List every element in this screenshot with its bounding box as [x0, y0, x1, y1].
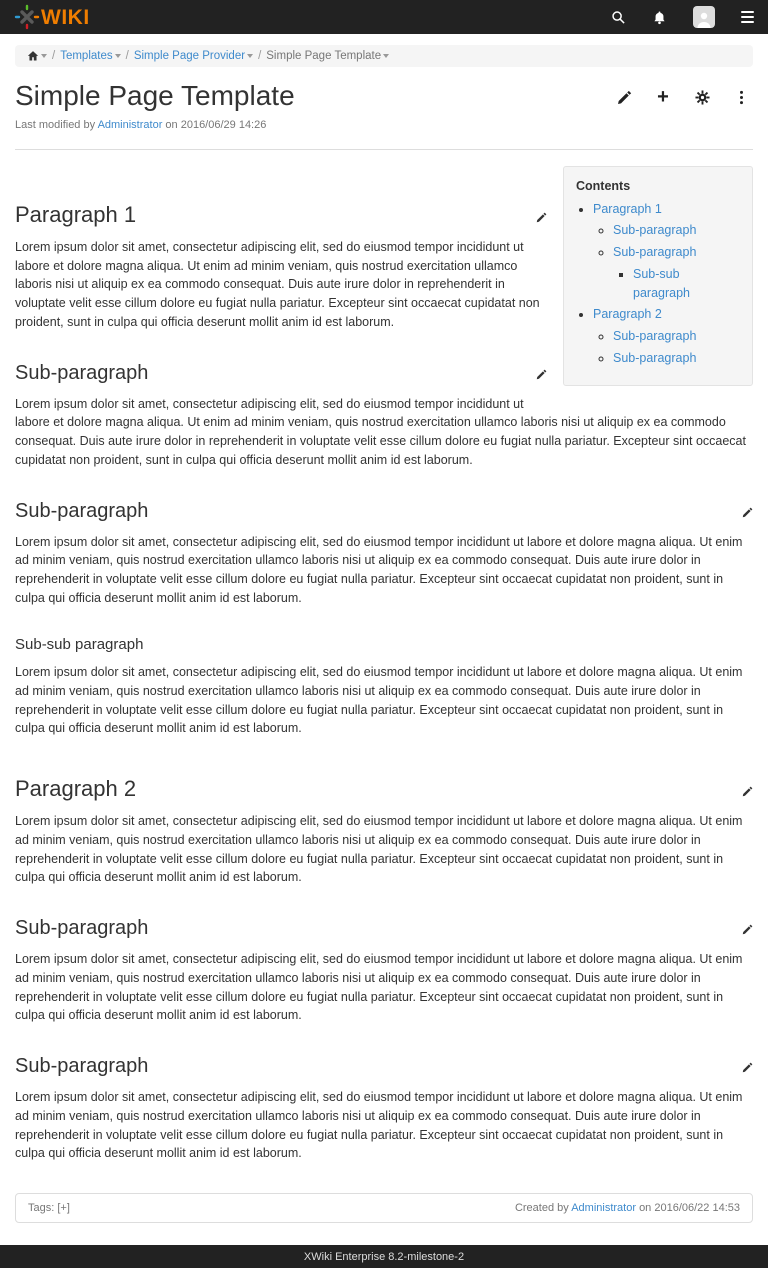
chevron-down-icon [115, 54, 121, 58]
section-heading: Sub-paragraph [15, 361, 149, 384]
section-heading: Paragraph 1 [15, 201, 137, 227]
section-body-text: Lorem ipsum dolor sit amet, consectetur adipiscing elit, sed do eiusmod tempor incididunt ut labore et dolore magna aliqua. Ut enim ad minim veniam, quis nostrud exercitation ullamco laboris nisi ut aliquip ex ea commodo consequat. Duis aute irure dolor in reprehenderit in voluptate velit esse cillum dolore eu fugiat nulla pariatur. Excepteur sint occaecat cupidatat non proident, sunt in culpa qui officia deserunt mollit anim id est laborum. [15, 952, 743, 1023]
section-body-text: Lorem ipsum dolor sit amet, consectetur adipiscing elit, sed do eiusmod tempor incididunt ut labore et dolore magna aliqua. Ut enim ad minim veniam, quis nostrud exercitation ullamco laboris nisi ut aliquip ex ea commodo consequat. Duis aute irure dolor in reprehenderit in voluptate velit esse cillum dolore eu fugiat nulla pariatur. Excepteur sint occaecat cupidatat non proident, sunt in culpa qui officia deserunt mollit anim id est laborum. [15, 396, 746, 467]
edit-pencil-icon[interactable] [616, 89, 632, 105]
toc-link[interactable]: Paragraph 1 [593, 201, 662, 216]
breadcrumb-item-templates[interactable] [60, 50, 120, 62]
document-content [0, 150, 768, 1163]
bell-icon[interactable] [652, 10, 667, 25]
breadcrumb-link[interactable]: Simple Page Provider [133, 50, 246, 62]
toc-item [613, 243, 740, 302]
section-body-text: Lorem ipsum dolor sit amet, consectetur adipiscing elit, sed do eiusmod tempor incididunt ut labore et dolore magna aliqua. Ut enim ad minim veniam, quis nostrud exercitation ullamco laboris nisi ut aliquip ex ea commodo consequat. Duis aute irure dolor in reprehenderit in voluptate velit esse cillum dolore eu fugiat nulla pariatur. Excepteur sint occaecat cupidatat non proident, sunt in culpa qui officia deserunt mollit anim id est laborum. [15, 814, 743, 885]
section-heading: Sub-paragraph [15, 499, 149, 522]
chevron-down-icon [41, 54, 47, 58]
created-suffix: on 2016/06/22 14:53 [639, 1202, 740, 1215]
breadcrumb-separator: / [258, 50, 262, 62]
breadcrumb-separator: / [125, 50, 129, 62]
search-icon[interactable] [611, 10, 626, 25]
section-sub-paragraph-3 [15, 913, 753, 1025]
last-modified-line [15, 119, 753, 131]
breadcrumb [15, 45, 753, 67]
version-text: XWiki Enterprise 8.2-milestone-2 [303, 1250, 465, 1263]
top-navbar [0, 0, 768, 34]
last-modified-prefix: Last modified by [15, 118, 96, 131]
toc-item [593, 305, 740, 367]
toc-item [613, 349, 740, 368]
section-edit-pencil-icon[interactable] [528, 199, 547, 232]
section-body-text: Lorem ipsum dolor sit amet, consectetur adipiscing elit, sed do eiusmod tempor incididunt ut labore et dolore magna aliqua. Ut enim ad minim veniam, quis nostrud exercitation ullamco laboris nisi ut aliquip ex ea commodo consequat. Duis aute irure dolor in reprehenderit in voluptate velit esse cillum dolore eu fugiat nulla pariatur. Excepteur sint occaecat cupidatat non proident, sunt in culpa qui officia deserunt mollit anim id est laborum. [15, 534, 743, 605]
section-heading: Sub-paragraph [15, 1055, 149, 1078]
section-body-text: Lorem ipsum dolor sit amet, consectetur adipiscing elit, sed do eiusmod tempor incididunt ut labore et dolore magna aliqua. Ut enim ad minim veniam, quis nostrud exercitation ullamco laboris nisi ut aliquip ex ea commodo consequat. Duis aute irure dolor in reprehenderit in voluptate velit esse cillum dolore eu fugiat nulla pariatur. Excepteur sint occaecat cupidatat non proident, sunt in culpa qui officia deserunt mollit anim id est laborum. [15, 1090, 743, 1161]
toc-item [613, 221, 740, 240]
home-icon[interactable] [27, 50, 47, 62]
section-sub-paragraph-2 [15, 496, 753, 608]
breadcrumb-item-simple-page-provider[interactable] [134, 50, 253, 62]
page-header [0, 67, 768, 131]
page-title: Simple Page Template [15, 80, 295, 111]
last-modified-suffix: on 2016/06/29 14:26 [165, 118, 267, 131]
toc-link[interactable]: Paragraph 2 [593, 307, 662, 322]
more-options-icon[interactable] [733, 89, 749, 105]
toc-link[interactable]: Sub-sub paragraph [633, 266, 690, 300]
page-actions [616, 81, 753, 108]
last-modified-user-link[interactable]: Administrator [97, 118, 163, 131]
section-edit-pencil-icon[interactable] [734, 914, 753, 944]
created-prefix: Created by [514, 1202, 569, 1215]
version-bar [0, 1245, 768, 1268]
section-edit-pencil-icon[interactable] [734, 773, 753, 806]
section-heading: Sub-sub paragraph [15, 635, 144, 653]
xwiki-x-icon [14, 4, 40, 30]
avatar[interactable] [693, 6, 715, 28]
document-footer [15, 1193, 753, 1223]
add-tag-button[interactable]: [+] [57, 1202, 70, 1215]
toc-item [613, 327, 740, 346]
section-paragraph-2 [15, 772, 753, 887]
toc-link[interactable]: Sub-paragraph [613, 245, 697, 260]
section-sub-sub-paragraph [15, 634, 753, 739]
tags-label: Tags: [28, 1202, 55, 1215]
chevron-down-icon [383, 54, 389, 58]
hamburger-menu-icon[interactable] [741, 11, 754, 23]
xwiki-logo[interactable] [14, 4, 90, 30]
section-heading: Paragraph 2 [15, 776, 137, 802]
add-page-icon[interactable]: + [657, 86, 669, 108]
toc-link[interactable]: Sub-paragraph [613, 329, 697, 344]
section-body-text: Lorem ipsum dolor sit amet, consectetur adipiscing elit, sed do eiusmod tempor incididunt ut labore et dolore magna aliqua. Ut enim ad minim veniam, quis nostrud exercitation ullamco laboris nisi ut aliquip ex ea commodo consequat. Duis aute irure dolor in reprehenderit in voluptate velit esse cillum dolore eu fugiat nulla pariatur. Excepteur sint occaecat cupidatat non proident, sunt in culpa qui officia deserunt mollit anim id est laborum. [15, 665, 743, 736]
toc-link[interactable]: Sub-paragraph [613, 350, 697, 365]
table-of-contents [563, 166, 753, 386]
section-body-text: Lorem ipsum dolor sit amet, consectetur adipiscing elit, sed do eiusmod tempor incididunt ut labore et dolore magna aliqua. Ut enim ad minim veniam, quis nostrud exercitation ullamco laboris nisi ut aliquip ex ea commodo consequat. Duis aute irure dolor in reprehenderit in voluptate velit esse cillum dolore eu fugiat nulla pariatur. Excepteur sint occaecat cupidatat non proident, sunt in culpa qui officia deserunt mollit anim id est laborum. [15, 239, 540, 329]
tags-area [28, 1202, 70, 1214]
toc-title: Contents [576, 178, 631, 193]
gear-icon[interactable] [694, 89, 710, 105]
breadcrumb-separator: / [52, 50, 56, 62]
toc-link[interactable]: Sub-paragraph [613, 223, 697, 238]
section-edit-pencil-icon[interactable] [528, 359, 547, 389]
section-heading: Sub-paragraph [15, 917, 149, 940]
section-edit-pencil-icon[interactable] [734, 497, 753, 527]
toc-item [633, 265, 740, 303]
chevron-down-icon [247, 54, 253, 58]
breadcrumb-current-label: Simple Page Template [266, 50, 382, 62]
breadcrumb-item-current[interactable] [266, 50, 389, 62]
logo-wordmark: WIKI [41, 5, 90, 29]
section-sub-paragraph-4 [15, 1051, 753, 1163]
created-by-line [515, 1202, 740, 1214]
created-user-link[interactable]: Administrator [571, 1202, 636, 1215]
section-edit-pencil-icon[interactable] [734, 1052, 753, 1082]
breadcrumb-link[interactable]: Templates [60, 50, 113, 62]
toc-item [593, 200, 740, 303]
